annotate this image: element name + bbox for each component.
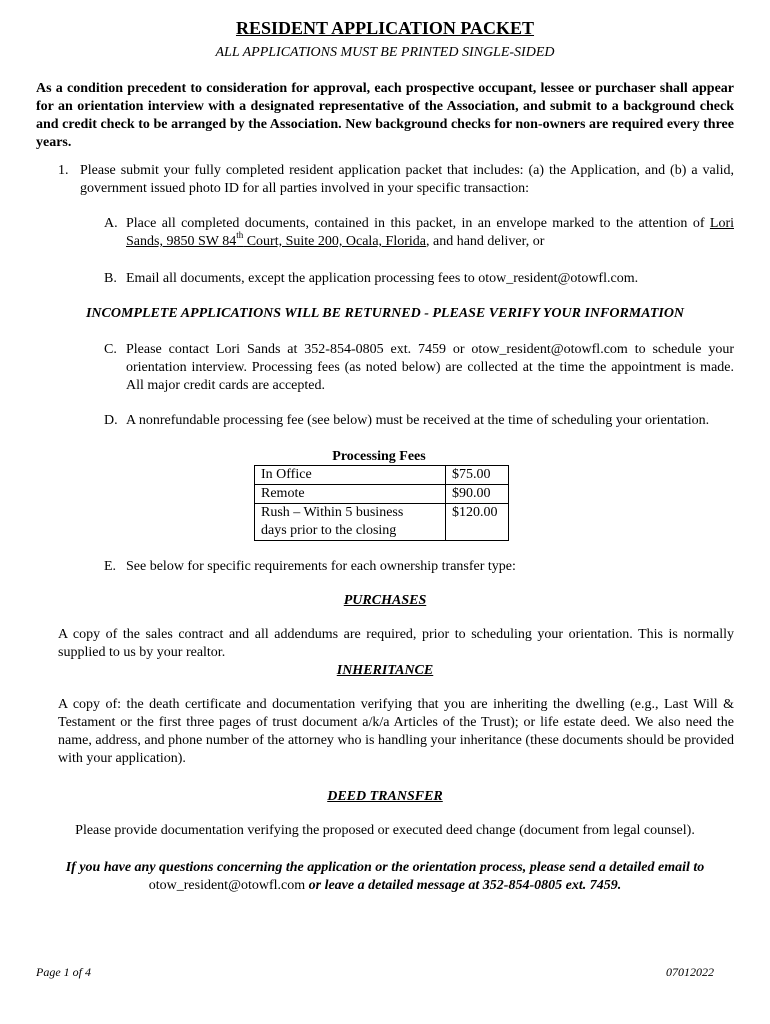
- fee-price: $90.00: [446, 485, 509, 504]
- sub-marker: E.: [104, 559, 117, 574]
- fee-label: In Office: [255, 466, 446, 485]
- incomplete-warning: INCOMPLETE APPLICATIONS WILL BE RETURNED - PLEASE VERIFY YOUR INFORMATION: [85, 306, 685, 321]
- sub-item-text: A nonrefundable processing fee (see below) must be received at the time of scheduling your orientation.: [126, 413, 710, 428]
- deed-transfer-heading: DEED TRANSFER: [327, 789, 443, 804]
- fee-label: Rush – Within 5 business days prior to the closing: [255, 504, 446, 541]
- table-row: [255, 504, 509, 541]
- sub-marker: B.: [104, 271, 117, 286]
- sub-item-a: [104, 215, 734, 251]
- closing-phone-text: leave a detailed message at 352-854-0805 ext. 7459.: [324, 878, 622, 893]
- sub-item-e: [104, 558, 734, 576]
- page-number: Page 1 of 4: [36, 965, 91, 979]
- sub-item-c: [104, 341, 734, 395]
- sub-item-text: [126, 215, 734, 251]
- deed-transfer-text: Please provide documentation verifying the proposed or executed deed change (document from legal counsel).: [75, 823, 695, 838]
- list-marker: 1.: [58, 163, 69, 178]
- mailing-address: Lori Sands, 9850 SW 84th Court, Suite 200, Ocala, Florida: [126, 216, 734, 249]
- purchases-heading: PURCHASES: [343, 593, 427, 608]
- sub-item-a-text: Place all completed documents, contained in this packet, in an envelope marked to the attention of: [126, 216, 710, 231]
- intro-paragraph: As a condition precedent to consideration for approval, each prospective occupant, lessee or purchaser shall appear for an orientation interview with a designated representative of the Association, and submit to a background check and credit check to be arranged by the Association. New background checks for non-owners are required every three years.: [36, 81, 734, 150]
- closing-or: or: [305, 878, 325, 893]
- fees-caption: Processing Fees: [332, 449, 426, 464]
- processing-fees-table: [254, 465, 509, 541]
- page-title: RESIDENT APPLICATION PACKET: [235, 18, 535, 38]
- sub-marker: C.: [104, 342, 117, 357]
- fee-price: $120.00: [446, 504, 509, 541]
- contact-email: otow_resident@otowfl.com: [148, 878, 306, 893]
- sub-item-b: [104, 270, 734, 288]
- table-row: [255, 485, 509, 504]
- list-item-text: Please submit your fully completed resident application packet that includes: (a) the Application, and (b) a valid, government issued photo ID for all parties involved in your specific transaction:: [80, 163, 734, 196]
- fee-label: Remote: [255, 485, 446, 504]
- sub-marker: A.: [104, 216, 118, 231]
- document-code: 07012022: [666, 965, 714, 979]
- sub-item-text: See below for specific requirements for each ownership transfer type:: [126, 559, 516, 574]
- sub-item-text: Please contact Lori Sands at 352-854-0805 ext. 7459 or otow_resident@otowfl.com to schedule your orientation interview. Processing fees (as noted below) are collected at the time the appointment is made. All major credit cards are accepted.: [126, 342, 734, 393]
- closing-note: [0, 859, 770, 895]
- sub-marker: D.: [104, 413, 118, 428]
- table-row: [255, 466, 509, 485]
- purchases-text: A copy of the sales contract and all addendums are required, prior to scheduling your orientation. This is normally supplied to us by your realtor.: [58, 627, 734, 660]
- list-item-1: [58, 162, 734, 198]
- closing-text: If you have any questions concerning the application or the orientation process, please send a detailed email to: [65, 860, 705, 875]
- inheritance-heading: INHERITANCE: [336, 663, 434, 678]
- sub-item-text: Email all documents, except the application processing fees to otow_resident@otowfl.com.: [126, 271, 639, 286]
- fee-price: $75.00: [446, 466, 509, 485]
- sub-item-d: [104, 412, 734, 430]
- sub-item-a-text-end: , and hand deliver, or: [425, 234, 545, 249]
- page-subtitle: ALL APPLICATIONS MUST BE PRINTED SINGLE-SIDED: [215, 45, 555, 60]
- inheritance-text: A copy of: the death certificate and documentation verifying that you are inheriting the dwelling (e.g., Last Will & Testament or the first three pages of trust document a/k/a Articles of the Trust); or life estate deed. We also need the name, address, and phone number of the attorney who is handling your inheritance (these documents should be provided with your application).: [58, 697, 734, 766]
